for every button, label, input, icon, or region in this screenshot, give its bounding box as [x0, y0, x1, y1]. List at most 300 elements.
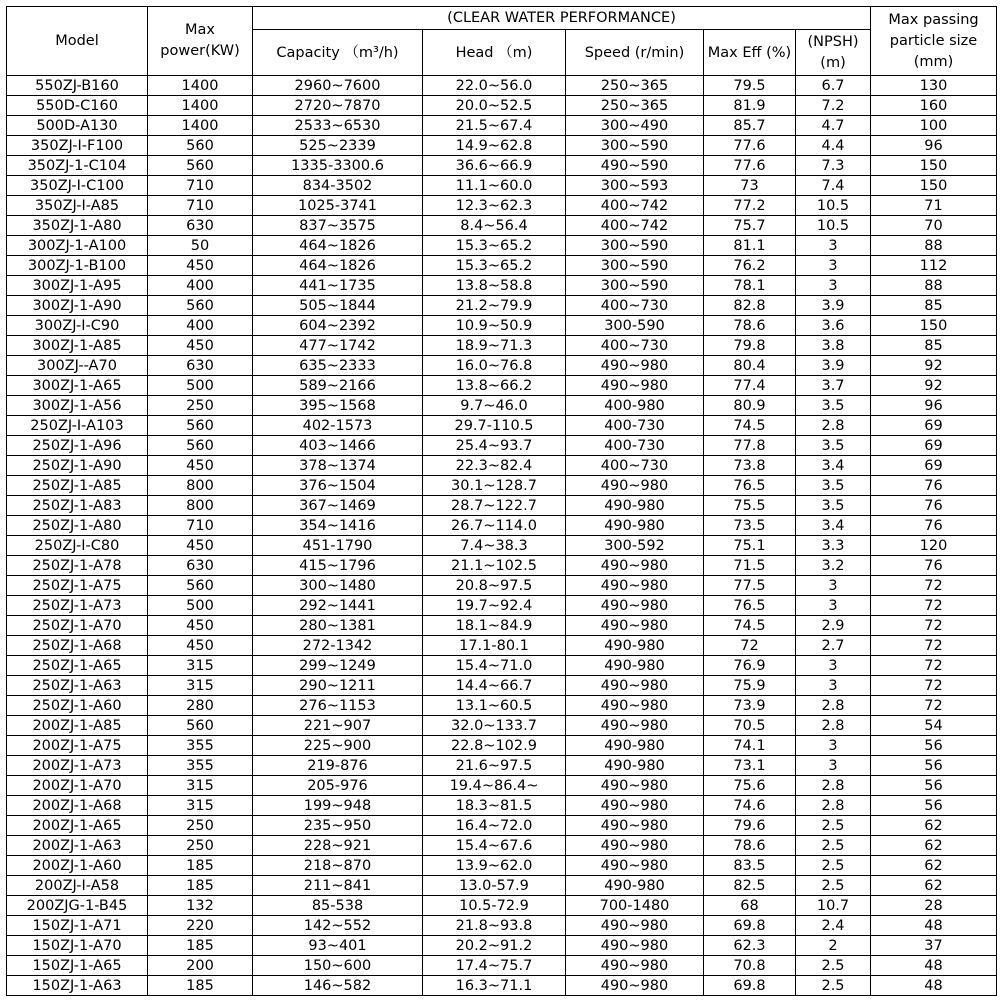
- table-row: [7, 956, 997, 976]
- cell-max-eff: 78.6: [704, 836, 796, 856]
- table-row: [7, 156, 997, 176]
- cell-max-power: 250: [148, 836, 253, 856]
- cell-head: 20.0~52.5: [423, 96, 566, 116]
- cell-speed: 490~980: [566, 816, 704, 836]
- cell-head: 16.4~72.0: [423, 816, 566, 836]
- cell-npsh: 10.7: [796, 896, 871, 916]
- cell-head: 21.1~102.5: [423, 556, 566, 576]
- cell-max-eff: 74.6: [704, 796, 796, 816]
- cell-head: 14.9~62.8: [423, 136, 566, 156]
- table-row: [7, 636, 997, 656]
- cell-max-eff: 77.8: [704, 436, 796, 456]
- header-model: Model: [7, 7, 148, 76]
- cell-max-eff: 62.3: [704, 936, 796, 956]
- cell-speed: 490-980: [566, 876, 704, 896]
- cell-speed: 490~980: [566, 916, 704, 936]
- cell-max-eff: 79.8: [704, 336, 796, 356]
- cell-npsh: 10.5: [796, 216, 871, 236]
- cell-head: 19.4~86.4~: [423, 776, 566, 796]
- table-row: [7, 496, 997, 516]
- cell-npsh: 6.7: [796, 76, 871, 96]
- table-row: [7, 676, 997, 696]
- cell-model: 250ZJ-1-A63: [7, 676, 148, 696]
- cell-npsh: 7.2: [796, 96, 871, 116]
- cell-max-power: 630: [148, 356, 253, 376]
- cell-npsh: 3: [796, 596, 871, 616]
- cell-particle-size: 28: [871, 896, 997, 916]
- cell-speed: 490-980: [566, 636, 704, 656]
- cell-speed: 400~730: [566, 296, 704, 316]
- table-row: [7, 756, 997, 776]
- cell-speed: 490~980: [566, 556, 704, 576]
- cell-speed: 300~490: [566, 116, 704, 136]
- cell-max-power: 250: [148, 816, 253, 836]
- cell-speed: 400~742: [566, 216, 704, 236]
- cell-capacity: 477~1742: [253, 336, 423, 356]
- header-max-particle-size: Max passing particle size (mm): [871, 7, 997, 76]
- table-body: [7, 76, 997, 996]
- cell-max-eff: 76.2: [704, 256, 796, 276]
- cell-head: 17.1-80.1: [423, 636, 566, 656]
- cell-max-power: 450: [148, 336, 253, 356]
- cell-max-eff: 69.8: [704, 916, 796, 936]
- cell-model: 350ZJ-1-A80: [7, 216, 148, 236]
- cell-model: 250ZJ-1-A96: [7, 436, 148, 456]
- cell-head: 10.9~50.9: [423, 316, 566, 336]
- cell-particle-size: 62: [871, 876, 997, 896]
- cell-capacity: 146~582: [253, 976, 423, 996]
- cell-model: 250ZJ-1-A75: [7, 576, 148, 596]
- table-row: [7, 556, 997, 576]
- cell-speed: 490~980: [566, 716, 704, 736]
- cell-particle-size: 76: [871, 556, 997, 576]
- cell-npsh: 2.8: [796, 776, 871, 796]
- cell-model: 200ZJ-1-A63: [7, 836, 148, 856]
- cell-model: 550D-C160: [7, 96, 148, 116]
- cell-capacity: 299~1249: [253, 656, 423, 676]
- cell-head: 16.0~76.8: [423, 356, 566, 376]
- cell-capacity: 272-1342: [253, 636, 423, 656]
- table-row: [7, 616, 997, 636]
- cell-head: 8.4~56.4: [423, 216, 566, 236]
- cell-npsh: 2.5: [796, 976, 871, 996]
- cell-npsh: 3.4: [796, 516, 871, 536]
- cell-particle-size: 71: [871, 196, 997, 216]
- cell-model: 250ZJ-1-A70: [7, 616, 148, 636]
- cell-speed: 300-592: [566, 536, 704, 556]
- cell-capacity: 218~870: [253, 856, 423, 876]
- cell-capacity: 525~2339: [253, 136, 423, 156]
- cell-model: 200ZJ-1-A65: [7, 816, 148, 836]
- cell-particle-size: 88: [871, 276, 997, 296]
- cell-model: 250ZJ-1-A83: [7, 496, 148, 516]
- cell-max-power: 560: [148, 436, 253, 456]
- cell-head: 16.3~71.1: [423, 976, 566, 996]
- table-row: [7, 716, 997, 736]
- cell-npsh: 4.7: [796, 116, 871, 136]
- cell-max-power: 450: [148, 256, 253, 276]
- cell-capacity: 1025-3741: [253, 196, 423, 216]
- cell-npsh: 3.5: [796, 476, 871, 496]
- cell-particle-size: 56: [871, 796, 997, 816]
- cell-npsh: 3: [796, 756, 871, 776]
- table-row: [7, 196, 997, 216]
- cell-particle-size: 88: [871, 236, 997, 256]
- cell-head: 15.4~67.6: [423, 836, 566, 856]
- cell-max-power: 1400: [148, 96, 253, 116]
- table-row: [7, 336, 997, 356]
- cell-model: 550ZJ-B160: [7, 76, 148, 96]
- cell-npsh: 3: [796, 736, 871, 756]
- table-row: [7, 476, 997, 496]
- cell-capacity: 635~2333: [253, 356, 423, 376]
- cell-head: 22.0~56.0: [423, 76, 566, 96]
- cell-max-eff: 74.5: [704, 616, 796, 636]
- cell-particle-size: 100: [871, 116, 997, 136]
- cell-head: 20.8~97.5: [423, 576, 566, 596]
- cell-capacity: 2533~6530: [253, 116, 423, 136]
- cell-max-power: 185: [148, 876, 253, 896]
- cell-head: 15.3~65.2: [423, 256, 566, 276]
- cell-max-eff: 76.9: [704, 656, 796, 676]
- cell-model: 300ZJ-1-B100: [7, 256, 148, 276]
- cell-model: 300ZJ-1-A56: [7, 396, 148, 416]
- cell-particle-size: 72: [871, 696, 997, 716]
- cell-model: 200ZJ-1-A85: [7, 716, 148, 736]
- cell-max-power: 1400: [148, 76, 253, 96]
- cell-max-eff: 75.1: [704, 536, 796, 556]
- cell-particle-size: 76: [871, 476, 997, 496]
- cell-max-eff: 77.4: [704, 376, 796, 396]
- cell-capacity: 280~1381: [253, 616, 423, 636]
- cell-speed: 490-980: [566, 516, 704, 536]
- cell-speed: 300~590: [566, 256, 704, 276]
- cell-capacity: 1335-3300.6: [253, 156, 423, 176]
- cell-max-power: 560: [148, 416, 253, 436]
- cell-max-power: 220: [148, 916, 253, 936]
- table-row: [7, 836, 997, 856]
- cell-particle-size: 96: [871, 136, 997, 156]
- cell-particle-size: 69: [871, 456, 997, 476]
- cell-capacity: 464~1826: [253, 256, 423, 276]
- cell-particle-size: 56: [871, 756, 997, 776]
- cell-particle-size: 48: [871, 976, 997, 996]
- cell-head: 7.4~38.3: [423, 536, 566, 556]
- cell-npsh: 10.5: [796, 196, 871, 216]
- cell-max-eff: 73.8: [704, 456, 796, 476]
- cell-npsh: 3.9: [796, 296, 871, 316]
- cell-npsh: 2.5: [796, 876, 871, 896]
- cell-head: 18.9~71.3: [423, 336, 566, 356]
- table-row: [7, 456, 997, 476]
- table-row: [7, 516, 997, 536]
- cell-speed: 490-980: [566, 656, 704, 676]
- cell-capacity: 85-538: [253, 896, 423, 916]
- cell-npsh: 3.6: [796, 316, 871, 336]
- cell-max-power: 185: [148, 856, 253, 876]
- cell-capacity: 211~841: [253, 876, 423, 896]
- cell-model: 350ZJ-I-F100: [7, 136, 148, 156]
- cell-max-power: 450: [148, 636, 253, 656]
- cell-max-eff: 74.5: [704, 416, 796, 436]
- cell-capacity: 395~1568: [253, 396, 423, 416]
- table-row: [7, 296, 997, 316]
- cell-model: 200ZJ-1-A68: [7, 796, 148, 816]
- cell-capacity: 376~1504: [253, 476, 423, 496]
- cell-particle-size: 62: [871, 836, 997, 856]
- table-row: [7, 916, 997, 936]
- cell-npsh: 3: [796, 236, 871, 256]
- cell-npsh: 2.5: [796, 856, 871, 876]
- cell-model: 250ZJ-1-A90: [7, 456, 148, 476]
- cell-model: 350ZJ-I-A85: [7, 196, 148, 216]
- cell-max-eff: 76.5: [704, 596, 796, 616]
- cell-particle-size: 92: [871, 356, 997, 376]
- cell-max-power: 250: [148, 396, 253, 416]
- cell-particle-size: 37: [871, 936, 997, 956]
- cell-npsh: 2.8: [796, 796, 871, 816]
- cell-capacity: 464~1826: [253, 236, 423, 256]
- cell-head: 30.1~128.7: [423, 476, 566, 496]
- cell-max-eff: 73.1: [704, 756, 796, 776]
- header-capacity: Capacity （m³/h): [253, 30, 423, 76]
- cell-speed: 400~730: [566, 456, 704, 476]
- cell-head: 21.2~79.9: [423, 296, 566, 316]
- cell-speed: 400~742: [566, 196, 704, 216]
- cell-particle-size: 72: [871, 676, 997, 696]
- cell-npsh: 3.7: [796, 376, 871, 396]
- cell-max-power: 450: [148, 616, 253, 636]
- cell-model: 300ZJ-I-C90: [7, 316, 148, 336]
- cell-npsh: 2.4: [796, 916, 871, 936]
- cell-model: 250ZJ-1-A80: [7, 516, 148, 536]
- cell-capacity: 199~948: [253, 796, 423, 816]
- cell-max-eff: 77.6: [704, 136, 796, 156]
- cell-model: 250ZJ-I-C80: [7, 536, 148, 556]
- cell-npsh: 3: [796, 256, 871, 276]
- cell-max-eff: 85.7: [704, 116, 796, 136]
- cell-npsh: 2: [796, 936, 871, 956]
- cell-head: 28.7~122.7: [423, 496, 566, 516]
- cell-particle-size: 56: [871, 736, 997, 756]
- cell-max-power: 560: [148, 296, 253, 316]
- table-row: [7, 276, 997, 296]
- cell-speed: 490~980: [566, 956, 704, 976]
- cell-speed: 400-730: [566, 436, 704, 456]
- cell-capacity: 415~1796: [253, 556, 423, 576]
- cell-particle-size: 96: [871, 396, 997, 416]
- cell-capacity: 505~1844: [253, 296, 423, 316]
- cell-max-eff: 72: [704, 636, 796, 656]
- cell-max-eff: 79.6: [704, 816, 796, 836]
- cell-npsh: 3.3: [796, 536, 871, 556]
- cell-max-power: 560: [148, 156, 253, 176]
- cell-head: 29.7-110.5: [423, 416, 566, 436]
- cell-particle-size: 72: [871, 636, 997, 656]
- table-row: [7, 316, 997, 336]
- cell-head: 15.4~71.0: [423, 656, 566, 676]
- table-row: [7, 176, 997, 196]
- table-row: [7, 256, 997, 276]
- cell-model: 300ZJ-1-A85: [7, 336, 148, 356]
- cell-max-power: 800: [148, 476, 253, 496]
- table-row: [7, 536, 997, 556]
- table-row: [7, 96, 997, 116]
- table-row: [7, 236, 997, 256]
- cell-capacity: 93~401: [253, 936, 423, 956]
- cell-capacity: 451-1790: [253, 536, 423, 556]
- cell-capacity: 205-976: [253, 776, 423, 796]
- cell-particle-size: 48: [871, 956, 997, 976]
- table-row: [7, 576, 997, 596]
- cell-head: 13.0-57.9: [423, 876, 566, 896]
- table-row: [7, 216, 997, 236]
- cell-npsh: 3: [796, 656, 871, 676]
- cell-particle-size: 69: [871, 436, 997, 456]
- cell-capacity: 834-3502: [253, 176, 423, 196]
- cell-particle-size: 48: [871, 916, 997, 936]
- header-max-power: Max power(KW): [148, 7, 253, 76]
- cell-max-eff: 69.8: [704, 976, 796, 996]
- cell-head: 21.8~93.8: [423, 916, 566, 936]
- cell-model: 300ZJ-1-A100: [7, 236, 148, 256]
- table-row: [7, 936, 997, 956]
- cell-particle-size: 85: [871, 336, 997, 356]
- cell-capacity: 837~3575: [253, 216, 423, 236]
- cell-max-power: 560: [148, 716, 253, 736]
- cell-particle-size: 150: [871, 176, 997, 196]
- cell-max-eff: 82.8: [704, 296, 796, 316]
- cell-max-eff: 81.9: [704, 96, 796, 116]
- table-row: [7, 696, 997, 716]
- table-row: [7, 396, 997, 416]
- cell-max-power: 132: [148, 896, 253, 916]
- cell-max-power: 800: [148, 496, 253, 516]
- cell-speed: 490~980: [566, 376, 704, 396]
- cell-npsh: 2.9: [796, 616, 871, 636]
- cell-model: 200ZJ-I-A58: [7, 876, 148, 896]
- cell-max-eff: 75.9: [704, 676, 796, 696]
- table-row: [7, 356, 997, 376]
- cell-speed: 490~980: [566, 596, 704, 616]
- cell-particle-size: 72: [871, 656, 997, 676]
- cell-capacity: 142~552: [253, 916, 423, 936]
- cell-max-eff: 79.5: [704, 76, 796, 96]
- cell-speed: 490~980: [566, 856, 704, 876]
- cell-speed: 700-1480: [566, 896, 704, 916]
- cell-npsh: 2.8: [796, 696, 871, 716]
- cell-capacity: 300~1480: [253, 576, 423, 596]
- cell-model: 200ZJ-1-A60: [7, 856, 148, 876]
- cell-max-eff: 83.5: [704, 856, 796, 876]
- cell-max-eff: 75.6: [704, 776, 796, 796]
- cell-max-eff: 70.8: [704, 956, 796, 976]
- cell-max-eff: 73.9: [704, 696, 796, 716]
- cell-speed: 490~980: [566, 576, 704, 596]
- cell-max-eff: 71.5: [704, 556, 796, 576]
- cell-speed: 400-980: [566, 396, 704, 416]
- table-row: [7, 136, 997, 156]
- table-row: [7, 876, 997, 896]
- cell-speed: 490~590: [566, 156, 704, 176]
- cell-speed: 490~980: [566, 796, 704, 816]
- cell-max-power: 1400: [148, 116, 253, 136]
- cell-npsh: 3.5: [796, 496, 871, 516]
- cell-max-eff: 81.1: [704, 236, 796, 256]
- cell-max-power: 450: [148, 536, 253, 556]
- cell-npsh: 2.8: [796, 716, 871, 736]
- cell-speed: 250~365: [566, 76, 704, 96]
- cell-head: 11.1~60.0: [423, 176, 566, 196]
- cell-particle-size: 76: [871, 516, 997, 536]
- cell-speed: 490~980: [566, 696, 704, 716]
- cell-particle-size: 76: [871, 496, 997, 516]
- cell-max-power: 355: [148, 736, 253, 756]
- cell-model: 350ZJ-I-C100: [7, 176, 148, 196]
- cell-capacity: 403~1466: [253, 436, 423, 456]
- cell-head: 13.1~60.5: [423, 696, 566, 716]
- cell-speed: 490~980: [566, 476, 704, 496]
- cell-npsh: 3.5: [796, 396, 871, 416]
- cell-speed: 490~980: [566, 616, 704, 636]
- cell-capacity: 2960~7600: [253, 76, 423, 96]
- cell-capacity: 2720~7870: [253, 96, 423, 116]
- table-row: [7, 116, 997, 136]
- cell-max-power: 560: [148, 576, 253, 596]
- cell-model: 250ZJ-1-A78: [7, 556, 148, 576]
- cell-max-power: 315: [148, 776, 253, 796]
- cell-particle-size: 160: [871, 96, 997, 116]
- cell-speed: 300~590: [566, 276, 704, 296]
- cell-max-power: 560: [148, 136, 253, 156]
- cell-head: 26.7~114.0: [423, 516, 566, 536]
- cell-model: 200ZJ-1-A70: [7, 776, 148, 796]
- cell-max-eff: 82.5: [704, 876, 796, 896]
- cell-max-power: 315: [148, 796, 253, 816]
- cell-model: 300ZJ-1-A90: [7, 296, 148, 316]
- cell-model: 150ZJ-1-A71: [7, 916, 148, 936]
- cell-max-power: 400: [148, 276, 253, 296]
- cell-particle-size: 72: [871, 576, 997, 596]
- cell-model: 250ZJ-I-A103: [7, 416, 148, 436]
- cell-npsh: 3.4: [796, 456, 871, 476]
- table-row: [7, 596, 997, 616]
- cell-max-power: 50: [148, 236, 253, 256]
- header-max-eff: Max Eff (%): [704, 30, 796, 76]
- cell-head: 22.8~102.9: [423, 736, 566, 756]
- cell-max-power: 630: [148, 216, 253, 236]
- cell-head: 25.4~93.7: [423, 436, 566, 456]
- cell-max-power: 630: [148, 556, 253, 576]
- table-row: [7, 856, 997, 876]
- cell-model: 250ZJ-1-A68: [7, 636, 148, 656]
- table-row: [7, 896, 997, 916]
- header-clear-water-performance: (CLEAR WATER PERFORMANCE): [253, 7, 871, 30]
- cell-max-eff: 70.5: [704, 716, 796, 736]
- cell-speed: 300~593: [566, 176, 704, 196]
- cell-particle-size: 85: [871, 296, 997, 316]
- cell-model: 350ZJ-1-C104: [7, 156, 148, 176]
- cell-particle-size: 62: [871, 856, 997, 876]
- cell-capacity: 589~2166: [253, 376, 423, 396]
- cell-npsh: 3.8: [796, 336, 871, 356]
- cell-head: 9.7~46.0: [423, 396, 566, 416]
- cell-particle-size: 150: [871, 156, 997, 176]
- cell-capacity: 219-876: [253, 756, 423, 776]
- cell-max-eff: 80.4: [704, 356, 796, 376]
- cell-head: 20.2~91.2: [423, 936, 566, 956]
- cell-head: 10.5-72.9: [423, 896, 566, 916]
